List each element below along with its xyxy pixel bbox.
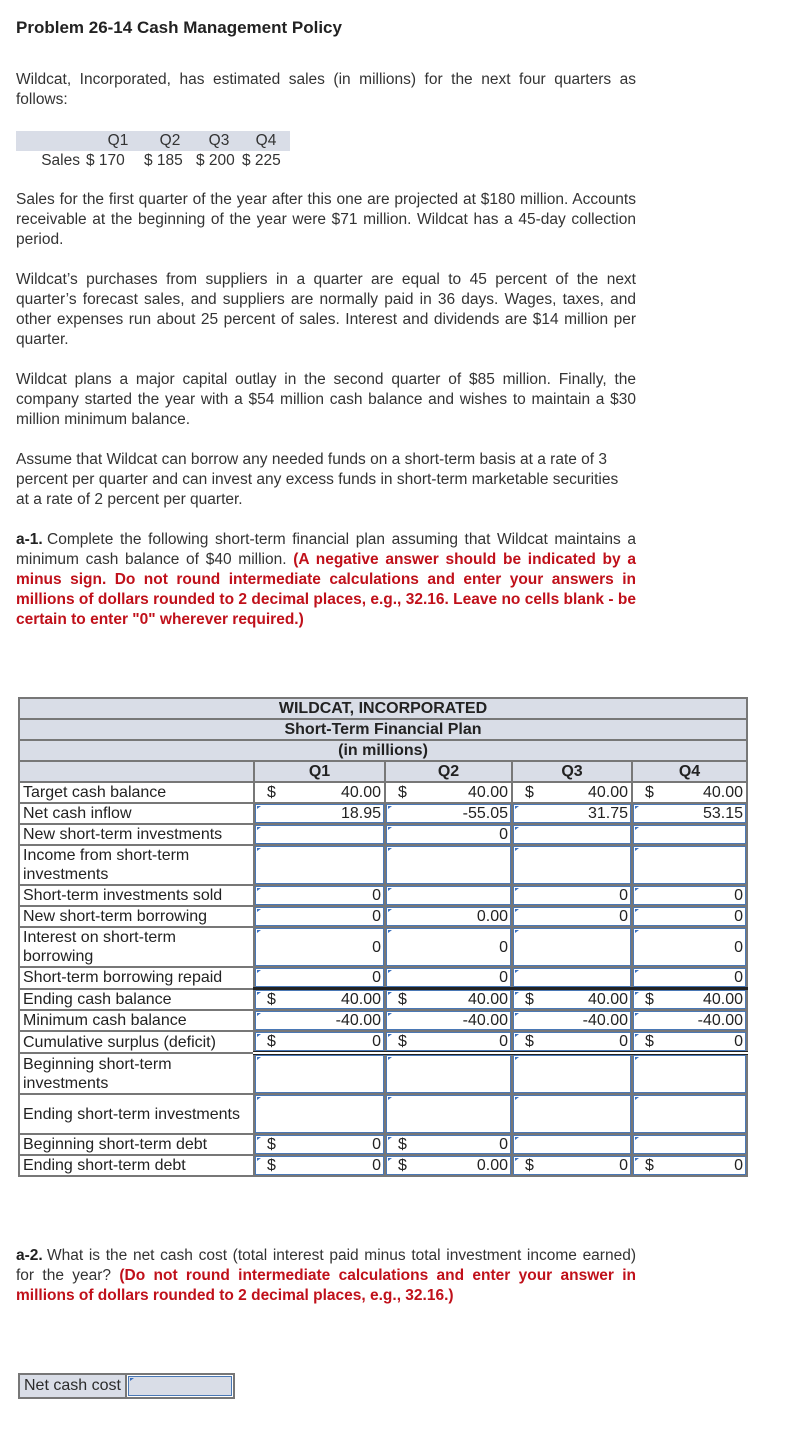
plan-cell-q2[interactable]	[385, 885, 512, 906]
plan-cell-q1[interactable]	[254, 1031, 385, 1053]
dollar-sign: $	[267, 784, 276, 801]
dollar-sign: $	[267, 991, 276, 1008]
plan-cell-q3[interactable]	[512, 906, 632, 927]
cell-value: 0	[372, 1136, 381, 1153]
cell-value: 0.00	[476, 908, 508, 925]
plan-header-q1: Q1	[254, 761, 385, 782]
plan-row	[19, 989, 747, 1011]
plan-row-label: New short-term borrowing	[19, 906, 254, 927]
cell-value: 0	[372, 1033, 381, 1050]
plan-row-label: Minimum cash balance	[19, 1010, 254, 1031]
question-a1-instruction: (A negative answer should be indicated by a minus sign. Do not round intermediate calculations and enter your answers in millions of dollars rounded to 2 decimal places, e.g., 32.16. Leave no cells blank - be certain to enter "0" wherever required.)	[16, 551, 636, 628]
question-a2-instruction: (Do not round intermediate calculations and enter your answer in millions of dollars rounded to 2 decimal places, e.g., 32.16.)	[16, 1267, 637, 1304]
plan-row-label: Beginning short-term debt	[19, 1134, 254, 1155]
plan-row-label: Beginning short-term investments	[19, 1053, 254, 1094]
plan-header-q4: Q4	[632, 761, 747, 782]
plan-company-name: WILDCAT, INCORPORATED	[19, 698, 747, 719]
cell-value: 0	[734, 1157, 744, 1174]
plan-cell-q3[interactable]	[512, 1134, 632, 1155]
net-cash-cost-row	[18, 1373, 235, 1399]
plan-cell-q1[interactable]	[254, 1134, 385, 1155]
cell-value: -55.05	[462, 805, 508, 822]
page-title: Problem 26-14 Cash Management Policy	[16, 18, 342, 37]
plan-cell-q3[interactable]	[512, 803, 632, 824]
dollar-sign: $	[645, 1157, 654, 1174]
plan-cell-q1	[254, 782, 385, 803]
plan-row-label: Short-term borrowing repaid	[19, 967, 254, 989]
plan-row	[19, 1094, 747, 1134]
plan-cell-q4[interactable]	[632, 1155, 747, 1176]
financial-plan-table	[18, 697, 748, 1177]
dollar-sign: $	[525, 991, 534, 1008]
plan-cell-q4[interactable]	[632, 1134, 747, 1155]
plan-row-label: Target cash balance	[19, 782, 254, 803]
sales-q1: $ 170	[86, 152, 125, 169]
plan-row	[19, 967, 747, 989]
plan-cell-q1[interactable]	[254, 1053, 385, 1094]
cell-value: 0	[372, 938, 381, 956]
cell-value: 40.00	[702, 784, 744, 801]
sales-row-label: Sales	[41, 152, 80, 169]
plan-cell-q3[interactable]	[512, 824, 632, 845]
cell-value: 0	[619, 1033, 628, 1050]
plan-row-label: Short-term investments sold	[19, 885, 254, 906]
plan-row-label: New short-term investments	[19, 824, 254, 845]
plan-cell-q3[interactable]	[512, 989, 632, 1011]
plan-row	[19, 906, 747, 927]
cell-value: 31.75	[587, 805, 628, 822]
cell-value: 0	[499, 1033, 508, 1050]
dollar-sign: $	[398, 784, 407, 801]
plan-row	[19, 1155, 747, 1176]
paragraph-4: Assume that Wildcat can borrow any needed funds on a short-term basis at a rate of 3 percent per quarter and can invest any excess funds in short-term marketable securities at a rate of 2 percent per quarter.	[16, 451, 619, 508]
plan-cell-q2[interactable]	[385, 1155, 512, 1176]
cell-value: 0	[619, 1157, 628, 1174]
plan-cell-q4[interactable]	[632, 1053, 747, 1094]
cell-value: 0	[734, 938, 744, 956]
dollar-sign: $	[645, 1033, 654, 1050]
cell-value: 18.95	[340, 805, 381, 822]
cell-value: -40.00	[462, 1012, 508, 1029]
plan-cell-q3[interactable]	[512, 1094, 632, 1134]
cell-value: 0	[499, 1136, 508, 1153]
cell-value: 0	[372, 969, 381, 986]
plan-cell-q4[interactable]	[632, 906, 747, 927]
plan-cell-q2[interactable]	[385, 1053, 512, 1094]
cell-value: 0	[619, 887, 628, 904]
dollar-sign: $	[525, 1157, 534, 1174]
cell-value: 0	[734, 908, 744, 925]
question-a2	[16, 1246, 636, 1306]
plan-cell-q4[interactable]	[632, 885, 747, 906]
question-a2-label: a-2.	[16, 1247, 43, 1264]
plan-cell-q4[interactable]	[632, 1031, 747, 1053]
plan-cell-q2[interactable]	[385, 989, 512, 1011]
plan-cell-q3[interactable]	[512, 845, 632, 885]
plan-header-q3: Q3	[512, 761, 632, 782]
plan-cell-q2[interactable]	[385, 803, 512, 824]
plan-cell-q4[interactable]	[632, 845, 747, 885]
plan-cell-q2[interactable]	[385, 927, 512, 967]
dollar-sign: $	[398, 1033, 407, 1050]
plan-header-q2: Q2	[385, 761, 512, 782]
cell-value: 40.00	[340, 784, 381, 801]
cell-value: 40.00	[340, 991, 381, 1008]
plan-cell-q1[interactable]	[254, 1155, 385, 1176]
dollar-sign: $	[525, 784, 534, 801]
plan-row-label: Cumulative surplus (deficit)	[19, 1031, 254, 1053]
sales-row	[16, 151, 290, 171]
plan-row-label: Interest on short-term borrowing	[19, 927, 254, 967]
sales-header-q1: Q1	[86, 131, 144, 151]
plan-cell-q1[interactable]	[254, 906, 385, 927]
plan-cell-q2[interactable]	[385, 1031, 512, 1053]
plan-cell-q2[interactable]	[385, 1094, 512, 1134]
plan-row	[19, 885, 747, 906]
dollar-sign: $	[645, 784, 654, 801]
question-a1-text: Complete the following short-term financial plan assuming that Wildcat maintains a minimum cash balance of $40 million.	[16, 531, 636, 568]
plan-cell-q1[interactable]	[254, 1010, 385, 1031]
plan-row	[19, 845, 747, 885]
plan-row	[19, 803, 747, 824]
plan-cell-q4[interactable]	[632, 967, 747, 989]
cell-value: 40.00	[467, 991, 508, 1008]
cell-value: 0	[734, 969, 744, 986]
plan-row	[19, 1010, 747, 1031]
plan-row	[19, 824, 747, 845]
net-cash-cost-input[interactable]	[128, 1376, 232, 1396]
cell-value: -40.00	[335, 1012, 381, 1029]
dollar-sign: $	[267, 1033, 276, 1050]
cell-value: -40.00	[697, 1012, 744, 1029]
plan-cell-q1[interactable]	[254, 803, 385, 824]
cell-value: 40.00	[587, 991, 628, 1008]
plan-row	[19, 1053, 747, 1094]
sales-header-q3: Q3	[196, 131, 242, 151]
paragraph-2: Wildcat’s purchases from suppliers in a quarter are equal to 45 percent of the next quarter’s forecast sales, and suppliers are normally paid in 36 days. Wages, taxes, and other expenses run about 25 percent of sales. Interest and dividends are $14 million per quarter.	[16, 271, 636, 348]
sales-table-header	[16, 131, 290, 151]
cell-value: -40.00	[582, 1012, 628, 1029]
plan-cell-q1[interactable]	[254, 1094, 385, 1134]
plan-cell-q4[interactable]	[632, 803, 747, 824]
plan-cell-q1[interactable]	[254, 989, 385, 1011]
dollar-sign: $	[398, 1136, 407, 1153]
paragraph-3: Wildcat plans a major capital outlay in the second quarter of $85 million. Finally, the company started the year with a $54 million cash balance and wishes to maintain a $30 million minimum balance.	[16, 371, 636, 428]
dollar-sign: $	[525, 1033, 534, 1050]
plan-cell-q3	[512, 782, 632, 803]
cell-value: 0	[499, 938, 508, 956]
question-a1	[16, 530, 636, 630]
dollar-sign: $	[267, 1136, 276, 1153]
plan-row-label: Ending short-term debt	[19, 1155, 254, 1176]
plan-row	[19, 927, 747, 967]
plan-cell-q1[interactable]	[254, 824, 385, 845]
cell-value: 0	[734, 1033, 744, 1050]
sales-header-q4: Q4	[242, 131, 290, 151]
plan-row-label: Net cash inflow	[19, 803, 254, 824]
plan-cell-q2[interactable]	[385, 824, 512, 845]
plan-cell-q4[interactable]	[632, 989, 747, 1011]
cell-value: 40.00	[467, 784, 508, 801]
plan-row	[19, 1031, 747, 1053]
sales-table	[16, 131, 290, 171]
sales-q3: $ 200	[196, 152, 235, 169]
plan-cell-q2[interactable]	[385, 1134, 512, 1155]
plan-cell-q2[interactable]	[385, 906, 512, 927]
cell-value: 40.00	[587, 784, 628, 801]
cell-value: 0	[734, 887, 744, 904]
sales-q4: $ 225	[242, 152, 281, 169]
cell-value: 0	[372, 1157, 381, 1174]
plan-row-label: Income from short-term investments	[19, 845, 254, 885]
dollar-sign: $	[398, 991, 407, 1008]
cell-value: 0	[619, 908, 628, 925]
plan-cell-q4[interactable]	[632, 824, 747, 845]
plan-row	[19, 1134, 747, 1155]
cell-value: 53.15	[702, 805, 744, 822]
plan-cell-q3[interactable]	[512, 927, 632, 967]
plan-cell-q1[interactable]	[254, 885, 385, 906]
dollar-sign: $	[267, 1157, 276, 1174]
plan-cell-q4[interactable]	[632, 1094, 747, 1134]
plan-row	[19, 782, 747, 803]
intro-paragraph: Wildcat, Incorporated, has estimated sales (in millions) for the next four quarters as follows:	[16, 71, 636, 108]
plan-cell-q2[interactable]	[385, 967, 512, 989]
plan-cell-q3[interactable]	[512, 1031, 632, 1053]
plan-cell-q3[interactable]	[512, 967, 632, 989]
plan-cell-q1[interactable]	[254, 967, 385, 989]
paragraph-1: Sales for the first quarter of the year after this one are projected at $180 million. Accounts receivable at the beginning of the year were $71 million. Wildcat has a 45-day collection period.	[16, 191, 636, 248]
plan-row-label: Ending cash balance	[19, 989, 254, 1011]
sales-header-blank	[16, 131, 86, 151]
dollar-sign: $	[645, 991, 654, 1008]
plan-cell-q3[interactable]	[512, 885, 632, 906]
question-a2-text: What is the net cash cost (total interest paid minus total investment income earned) for the year?	[16, 1247, 636, 1284]
cell-value: 40.00	[702, 991, 744, 1008]
plan-cell-q3[interactable]	[512, 1010, 632, 1031]
net-cash-cost-label: Net cash cost	[20, 1375, 127, 1397]
plan-cell-q4[interactable]	[632, 927, 747, 967]
sales-q2: $ 185	[144, 152, 183, 169]
cell-value: 0	[372, 887, 381, 904]
sales-header-q2: Q2	[144, 131, 196, 151]
plan-cell-q4[interactable]	[632, 1010, 747, 1031]
question-a1-label: a-1.	[16, 531, 43, 548]
plan-cell-q2[interactable]	[385, 845, 512, 885]
cell-value: 0.00	[476, 1157, 508, 1174]
plan-units: (in millions)	[19, 740, 747, 761]
cell-value: 0	[372, 908, 381, 925]
cell-value: 0	[499, 826, 508, 843]
plan-cell-q1[interactable]	[254, 845, 385, 885]
plan-cell-q4	[632, 782, 747, 803]
plan-cell-q1[interactable]	[254, 927, 385, 967]
plan-body	[19, 782, 747, 1176]
plan-cell-q3[interactable]	[512, 1155, 632, 1176]
plan-subtitle: Short-Term Financial Plan	[19, 719, 747, 740]
plan-row-label: Ending short-term investments	[19, 1094, 254, 1134]
dollar-sign: $	[398, 1157, 407, 1174]
cell-value: 0	[499, 969, 508, 986]
plan-cell-q3[interactable]	[512, 1053, 632, 1094]
plan-cell-q2[interactable]	[385, 1010, 512, 1031]
plan-cell-q2	[385, 782, 512, 803]
plan-header-blank	[19, 761, 254, 782]
